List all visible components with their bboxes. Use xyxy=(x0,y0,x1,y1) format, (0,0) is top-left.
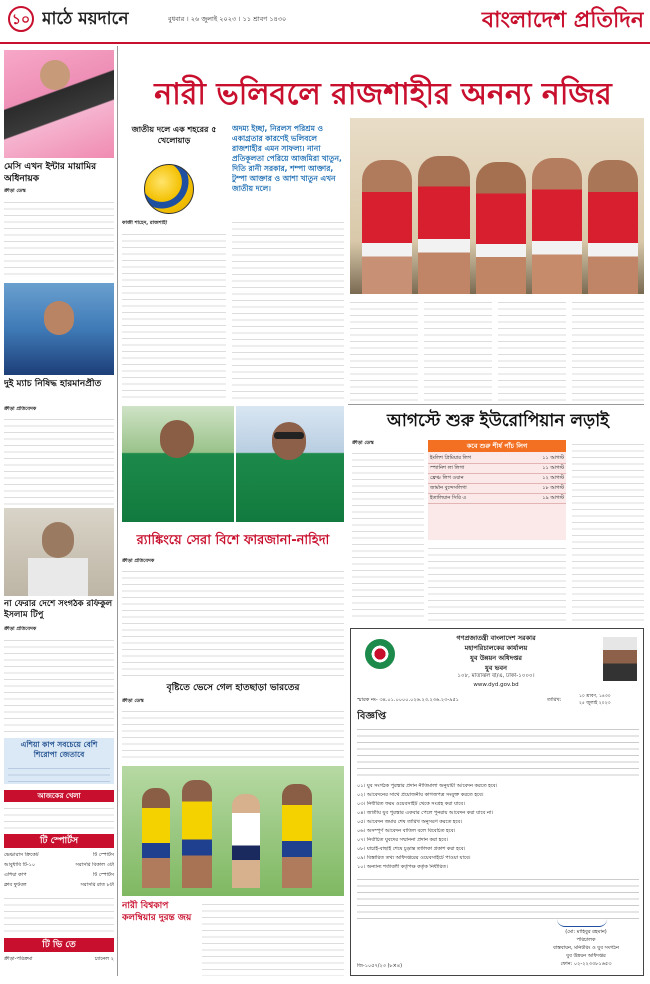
harmanpreet-body xyxy=(4,415,114,505)
ad-item: ০৭। নির্বাচিত যুবদের সম্মাননা প্রদান করা হবে। xyxy=(357,837,448,843)
ad-code: জি-১০৫৭/২৩ (৮×৪) xyxy=(357,963,403,969)
euro-body-col3 xyxy=(572,440,644,622)
tv-row: ক্রীড়া-পরিক্রমা চ্যানেল ২ xyxy=(4,956,114,962)
asia-cup-box xyxy=(4,738,114,784)
farzana-photo-1 xyxy=(122,406,234,522)
ad-sign-title: যুব উন্নয়ন অধিদপ্তর xyxy=(566,953,606,959)
ad-line: গণপ্রজাতন্ত্রী বাংলাদেশ সরকার xyxy=(456,634,536,642)
ad-title: বিজ্ঞপ্তি xyxy=(357,711,387,722)
ad-item: ০৪। জাতীয় যুব পুরস্কার একবার পেলে পুনরায় আবেদন করা যাবে না। xyxy=(357,810,494,816)
messi-body xyxy=(4,198,114,280)
euro-headline: আগস্টে শুরু ইউরোপিয়ান লড়াই xyxy=(387,411,609,431)
section-title: মাঠে ময়দানে xyxy=(42,9,129,29)
minister-photo xyxy=(603,637,637,681)
euro-desk: ক্রীড়া ডেস্ক xyxy=(352,440,374,446)
gov-emblem-icon xyxy=(365,639,395,669)
ad-signature-mark xyxy=(557,919,607,927)
league-table xyxy=(428,440,566,540)
table-row: জার্মান বুন্দেসলিগা ১৮ আগস্ট xyxy=(428,484,566,494)
league-table-title: কবে শুরু শীর্ষ পাঁচ লিগ xyxy=(428,440,566,452)
ad-item: ০১। যুব সংগঠক পুরস্কার প্রদান নীতিমালা অনুযায়ী আবেদন করতে হবে। xyxy=(357,783,498,789)
tv-sports-header: টি স্পোর্টস xyxy=(4,834,114,848)
lead-body-col4 xyxy=(424,298,492,402)
lead-body-col5 xyxy=(498,298,566,402)
ad-signatory: (মো: মাহিবুর রহমান) xyxy=(565,929,607,935)
tv-row: এশিয়া কাপ টি স্পোর্টস xyxy=(4,872,114,878)
tv-row: আবুধাবি টি-১০ সরাসরি বিকাল ৩টা xyxy=(4,862,114,868)
ad-sign-title: বাস্তবায়ন, মনিটরিং ও যুব সংগঠন xyxy=(553,945,619,951)
rain-headline: বৃষ্টিতে ভেসে গেল হাতছাড়া ভারতের xyxy=(166,683,300,693)
lead-headline: নারী ভলিবলে রাজশাহীর অনন্য নজির xyxy=(154,77,612,112)
ad-line: মহাপরিচালকের কার্যালয় xyxy=(464,644,528,652)
ad-item: ১০। অন্যান্য শর্তাবলী কর্তৃপক্ষ কর্তৃক নির্ধারিত। xyxy=(357,864,448,870)
league-table-rows xyxy=(428,454,566,504)
ad-line: যুব ভবন xyxy=(485,664,507,672)
ad-line: ১০৮, মতিঝিল বা/এ, ঢাকা-১০০০। xyxy=(457,673,535,679)
messi-desk: ক্রীড়া ডেস্ক xyxy=(4,188,26,194)
harmanpreet-photo xyxy=(4,283,114,375)
lead-sidebar xyxy=(122,124,226,216)
harmanpreet-headline: দুই ম্যাচ নিষিদ্ধ হারমানপ্রীত xyxy=(4,379,102,389)
table-row: ইংলিশ প্রিমিয়ার লিগ ১১ আগস্ট xyxy=(428,454,566,464)
tv-row: ক্লাব ফুটবল সরাসরি রাত ৮টা xyxy=(4,882,114,888)
rafiqul-desk: ক্রীড়া প্রতিবেদক xyxy=(4,626,37,632)
newspaper-logo: বাংলাদেশ প্রতিদিন xyxy=(481,8,644,33)
rafiqul-photo xyxy=(4,508,114,596)
ad-reference: স্মারক নং- ৩৪.০১.০০০০.০২৬.২৩.২৩৬.২৩-৯৫১ xyxy=(357,697,459,703)
page-number: ১০ xyxy=(8,6,34,32)
euro-body-col2 xyxy=(428,544,566,622)
ad-items-more xyxy=(357,875,639,919)
table-row: ফ্রেঞ্চ লিগ ওয়ান ১২ আগস্ট xyxy=(428,474,566,484)
lead-body-col1 xyxy=(122,230,226,402)
tv-schedule xyxy=(4,790,114,980)
lead-dateline: কাজী শাহেদ, রাজশাহী xyxy=(122,220,168,226)
lead-body-col2 xyxy=(232,218,344,402)
nahida-photo xyxy=(236,406,344,522)
harmanpreet-desk: ক্রীড়া প্রতিবেদক xyxy=(4,406,37,412)
ad-item: ০৫। আবেদন জমার শেষ তারিখ অনুসরণ করতে হবে। xyxy=(357,819,463,825)
tv-row: ভেঞ্চারাস ক্রিকেট টি স্পোর্টস xyxy=(4,852,114,858)
rafiqul-headline: না ফেরার দেশে সংগঠক রফিকুল ইসলাম টিপু xyxy=(4,599,113,620)
farzana-desk: ক্রীড়া প্রতিবেদক xyxy=(122,558,155,564)
ad-item: ০৯। বিস্তারিত তথ্য অধিদপ্তরের ওয়েবসাইটে পাওয়া যাবে। xyxy=(357,855,471,861)
ad-website: www.dyd.gov.bd xyxy=(473,682,519,688)
ad-date-label: তারিখ: xyxy=(547,697,562,703)
ad-sign-title: পরিচালক xyxy=(576,937,596,943)
volleyball-icon xyxy=(144,164,194,214)
asia-cup-body xyxy=(8,764,110,782)
asia-cup-headline: এশিয়া কাপ সবচেয়ে বেশি শিরোপা জেতাবে xyxy=(20,740,98,759)
ad-item: ০৬। অসম্পূর্ণ আবেদন বাতিল বলে বিবেচিত হবে। xyxy=(357,828,456,834)
rafiqul-body xyxy=(4,636,114,734)
ad-item: ০৩। নির্ধারিত ফরম ওয়েবসাইট থেকে সংগ্রহ করা যাবে। xyxy=(357,801,465,807)
table-row: স্প্যানিশ লা লিগা ১১ আগস্ট xyxy=(428,464,566,474)
farzana-headline: র‍্যাঙ্কিংয়ে সেরা বিশে ফারজানা-নাহিদা xyxy=(136,533,330,548)
ad-item: ০৮। যাচাই-বাছাই শেষে চূড়ান্ত তালিকা প্রকাশ করা হবে। xyxy=(357,846,466,852)
euro-body-col1 xyxy=(352,449,424,621)
table-row: ইতালিয়ান সিরি এ ১৯ আগস্ট xyxy=(428,494,566,504)
ad-sign-title: ফোন: ০২-২২৩৩৮১৬৫৩ xyxy=(560,961,612,967)
volleyball-team-photo xyxy=(350,118,644,294)
rain-body xyxy=(122,707,344,763)
colombia-match-photo xyxy=(122,766,344,896)
lead-body-col3 xyxy=(350,298,418,402)
tv-bottom-header: টি ভি তে xyxy=(4,938,114,952)
farzana-body xyxy=(122,567,344,677)
sidebar-caption: জাতীয় দলে এক শহরের ৫ খেলোয়াড় xyxy=(131,125,217,145)
dateline: বুধবার । ২৬ জুলাই ২০২৩ । ১১ শ্রাবণ ১৪৩০ xyxy=(168,15,287,23)
messi-headline: মেসি এখন ইন্টার মায়ামির অধিনায়ক xyxy=(4,162,97,184)
masthead xyxy=(0,0,650,44)
ad-date-bn: ১০ শ্রাবণ, ১৪৩০ xyxy=(579,694,611,699)
gov-notice-ad xyxy=(350,628,644,976)
rain-desk: ক্রীড়া ডেস্ক xyxy=(122,698,144,704)
ad-date-en: ২৫ জুলাই ২০২৩ xyxy=(579,701,611,706)
women-wc-body xyxy=(202,900,344,976)
messi-photo xyxy=(4,50,114,158)
tv-schedule-title: আজকের খেলা xyxy=(4,790,114,802)
ad-item: ০২। আবেদনের সাথে প্রয়োজনীয় কাগজপত্র সংযুক্ত করতে হবে। xyxy=(357,792,484,798)
women-wc-headline: নারী বিশ্বকাপ কলম্বিয়ার দুরন্ত জয় xyxy=(122,901,192,923)
ad-intro-text xyxy=(357,725,639,779)
ad-line: যুব উন্নয়ন অধিদপ্তর xyxy=(470,654,522,662)
lead-intro: অদম্য ইচ্ছা, নিরলস পরিশ্রম ও একাগ্রতার কারণেই ভলিবলে রাজশাহীর এমন সাফল্য। নানা প্রতিকূলতা পেরিয়ে আজমিরা খাতুন, দিতি রানী সরকার, শম্পা আক্তার, টুম্পা আক্তার ও আশা খাতুন এখন জাতীয় দলে। xyxy=(232,124,342,193)
lead-body-col6 xyxy=(572,298,644,402)
